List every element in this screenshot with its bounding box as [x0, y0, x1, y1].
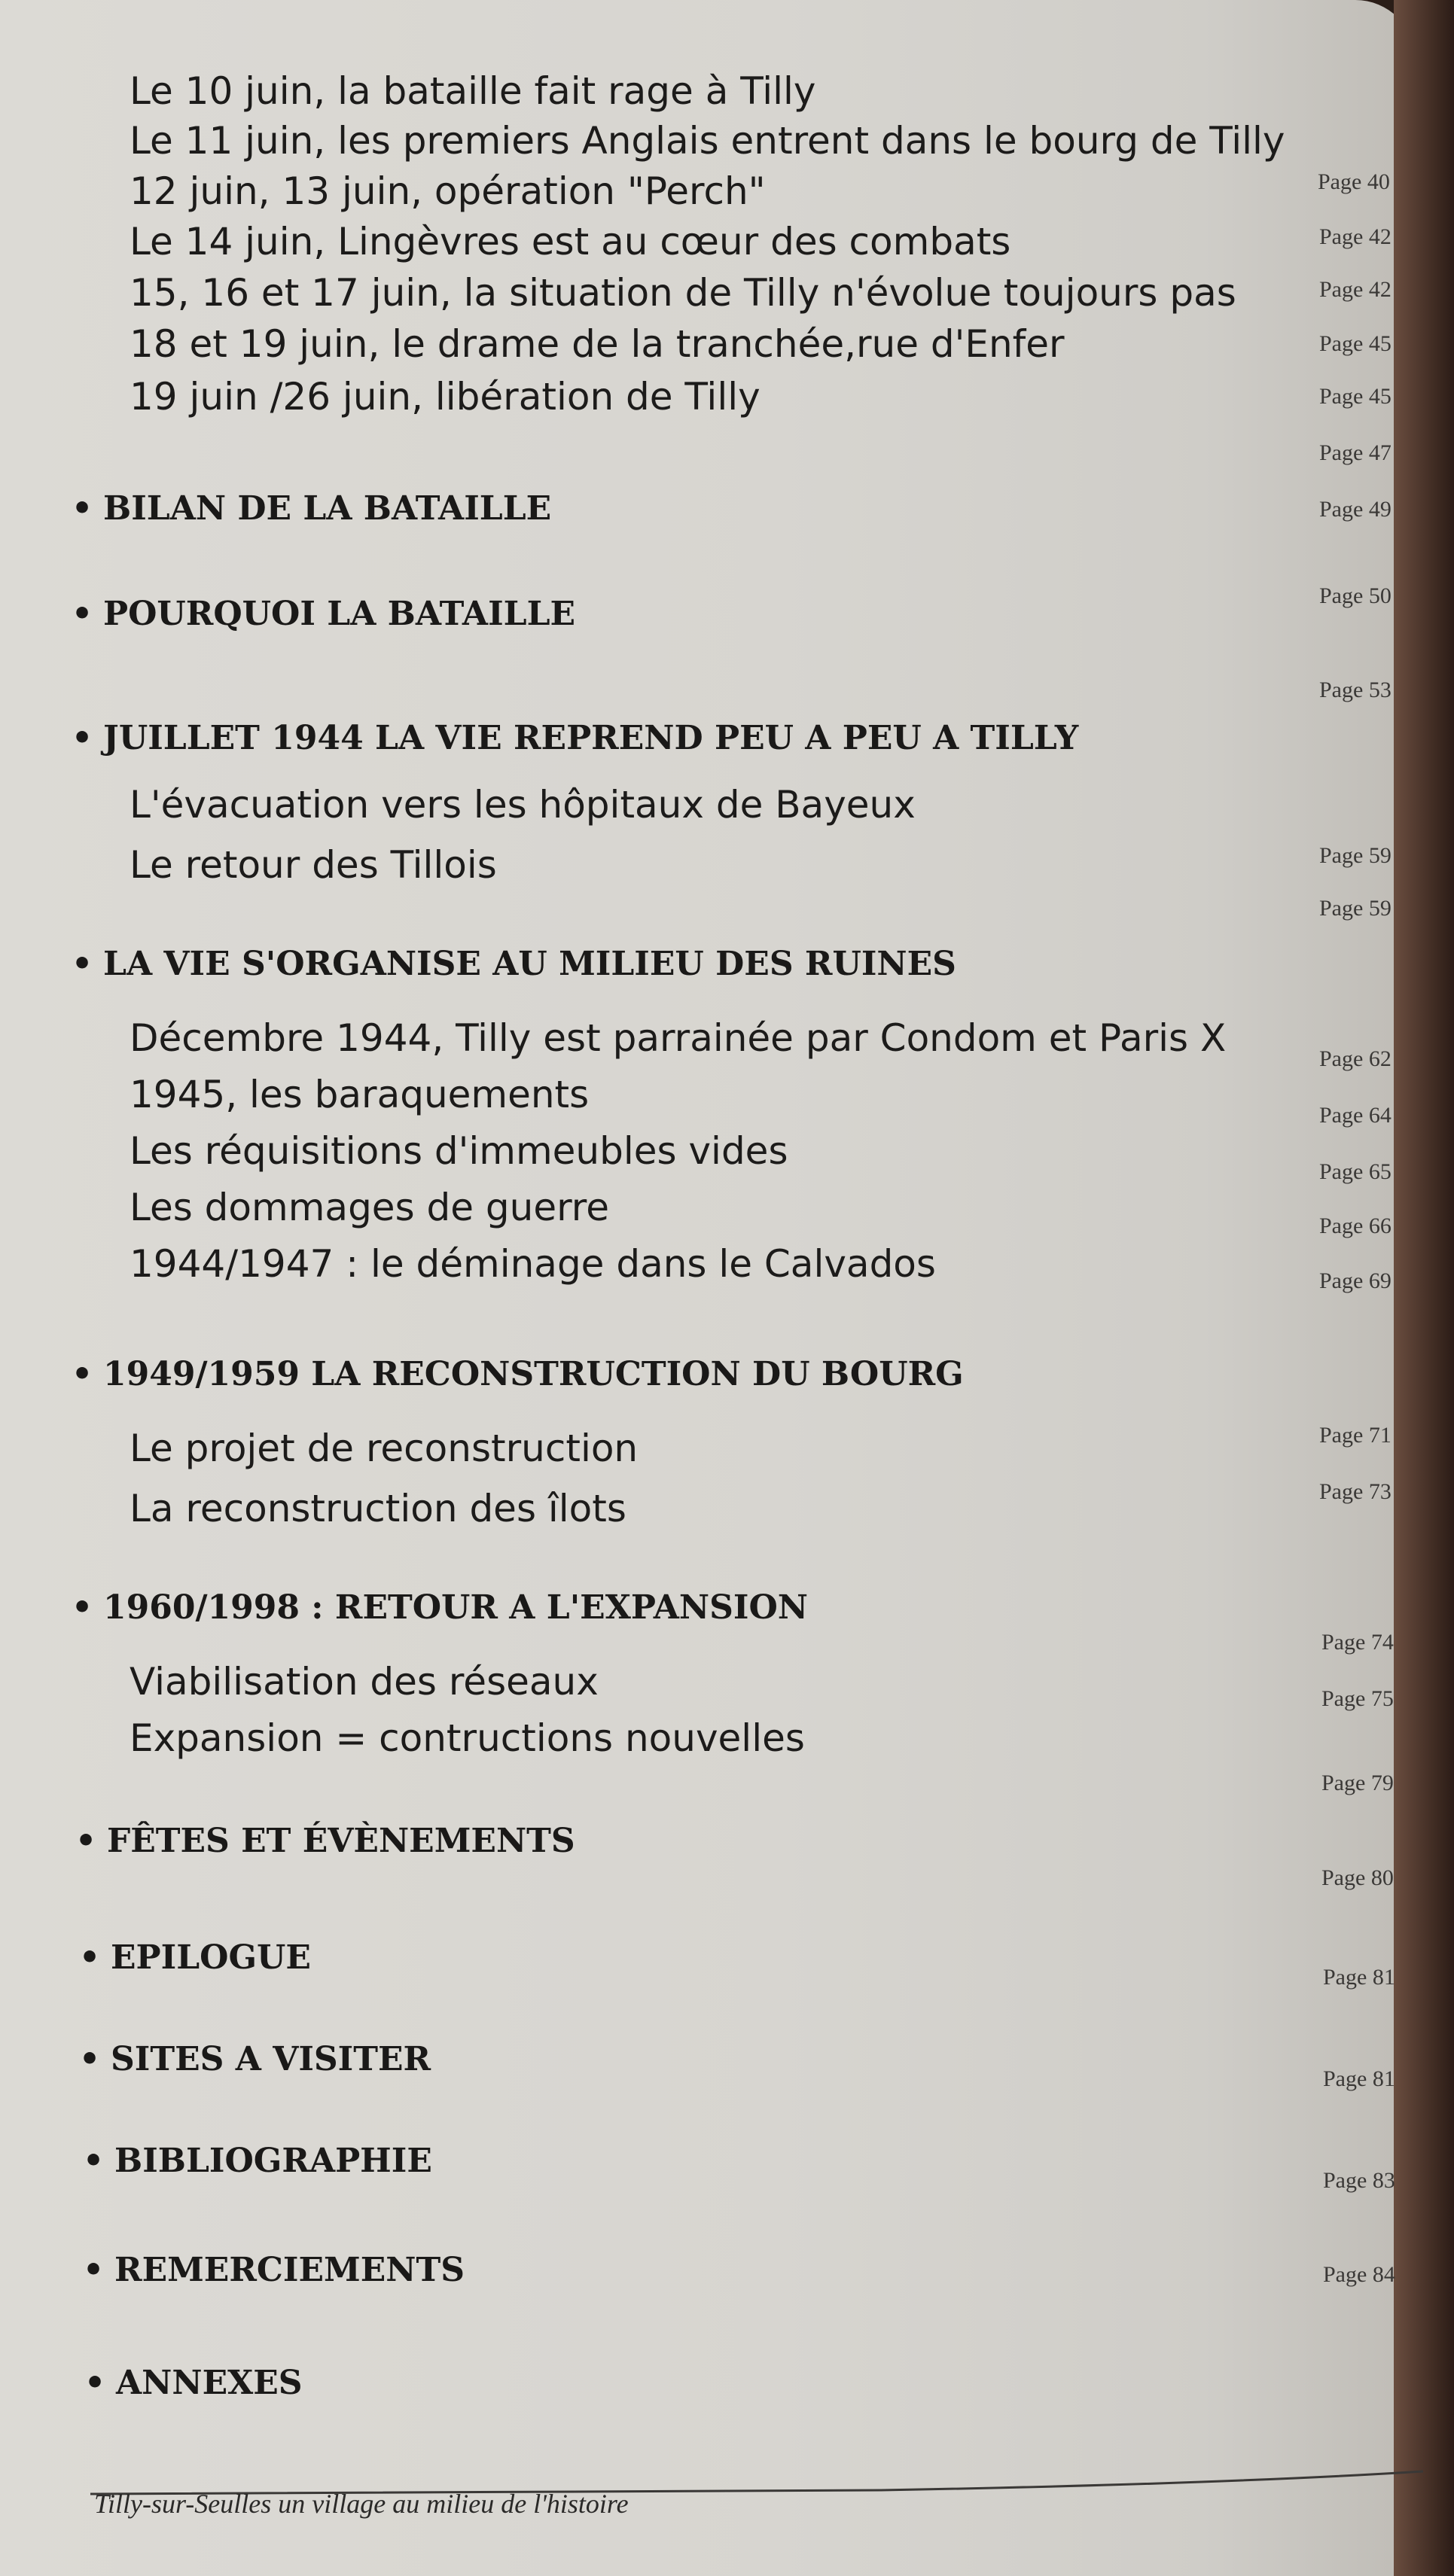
toc-section [83, 2142, 432, 2180]
page-number: Page 74 [1321, 1630, 1394, 1655]
section-title: LA VIE S'ORGANISE AU MILIEU DES RUINES [103, 945, 956, 983]
bullet: • [79, 2040, 101, 2078]
section-title: 1949/1959 LA RECONSTRUCTION DU BOURG [103, 1355, 964, 1393]
page-number: Page 80 [1321, 1865, 1394, 1890]
bullet: • [72, 945, 93, 983]
toc-subitem: Le 11 juin, les premiers Anglais entrent dans le bourg de Tilly [130, 119, 1285, 163]
page-number: Page 59 [1319, 843, 1392, 868]
bullet: • [72, 1355, 93, 1393]
toc-subitem: Les dommages de guerre [130, 1186, 609, 1229]
book-edge [1394, 0, 1454, 2576]
page-number: Page 45 [1319, 331, 1392, 356]
toc-subitem: Les réquisitions d'immeubles vides [130, 1129, 788, 1173]
bullet: • [83, 2251, 105, 2289]
section-title: JUILLET 1944 LA VIE REPREND PEU A PEU A TILLY [103, 719, 1079, 757]
bullet: • [79, 1938, 101, 1977]
toc-section [72, 595, 575, 633]
toc-subitem: Le projet de reconstruction [130, 1427, 639, 1470]
toc-section [72, 945, 956, 983]
page-number: Page 66 [1319, 1213, 1392, 1238]
page-number: Page 81 [1323, 1965, 1395, 1990]
bullet: • [72, 489, 93, 528]
page-number: Page 49 [1319, 497, 1392, 522]
page-number: Page 64 [1319, 1103, 1392, 1128]
page-number: Page 65 [1319, 1159, 1392, 1184]
section-title: REMERCIEMENTS [114, 2251, 465, 2289]
page-number: Page 59 [1319, 896, 1392, 921]
section-title: 1960/1998 : RETOUR A L'EXPANSION [103, 1588, 808, 1627]
bullet: • [83, 2142, 105, 2180]
page-number: Page 50 [1319, 583, 1392, 608]
bullet: • [72, 595, 93, 633]
toc-subitem: L'évacuation vers les hôpitaux de Bayeux [130, 783, 916, 827]
bullet: • [75, 1822, 97, 1860]
toc-section [75, 1822, 575, 1860]
bullet: • [84, 2364, 106, 2402]
page-number: Page 62 [1319, 1046, 1392, 1071]
section-title: BIBLIOGRAPHIE [114, 2142, 432, 2180]
toc-subitem: Le 10 juin, la bataille fait rage à Tilly [130, 69, 816, 113]
toc-section [83, 2251, 465, 2289]
page-number: Page 81 [1323, 2066, 1395, 2091]
toc-subitem: 1945, les baraquements [130, 1073, 590, 1116]
section-title: POURQUOI LA BATAILLE [103, 595, 576, 633]
page-number: Page 79 [1321, 1771, 1394, 1795]
toc-subitem: Viabilisation des réseaux [130, 1660, 599, 1704]
page-number: Page 53 [1319, 677, 1392, 702]
toc-section [72, 1355, 964, 1393]
toc-subitem: Expansion = contructions nouvelles [130, 1716, 805, 1760]
toc-subitem: 1944/1947 : le déminage dans le Calvados [130, 1242, 936, 1286]
page-number: Page 45 [1319, 384, 1392, 409]
page-number: Page 84 [1323, 2262, 1395, 2287]
page-number: Page 75 [1321, 1686, 1394, 1711]
page-number: Page 47 [1319, 440, 1392, 465]
toc-section [72, 489, 551, 528]
bullet: • [72, 719, 93, 757]
page-number: Page 83 [1323, 2168, 1395, 2193]
toc-section [72, 719, 1078, 757]
page-number: Page 42 [1319, 224, 1392, 249]
bullet: • [72, 1588, 93, 1627]
toc-section [84, 2364, 303, 2402]
toc-section [79, 1938, 311, 1977]
toc-section [72, 1588, 808, 1627]
toc-subitem: 15, 16 et 17 juin, la situation de Tilly n'évolue toujours pas [130, 271, 1236, 315]
toc-subitem: 19 juin /26 juin, libération de Tilly [130, 375, 761, 419]
toc-subitem: Le retour des Tillois [130, 843, 497, 887]
toc-subitem: Décembre 1944, Tilly est parrainée par Condom et Paris X [130, 1016, 1227, 1060]
section-title: EPILOGUE [111, 1938, 311, 1977]
page-number: Page 71 [1319, 1423, 1392, 1448]
toc-section [79, 2040, 431, 2078]
toc-subitem: 18 et 19 juin, le drame de la tranchée,rue d'Enfer [130, 322, 1065, 366]
section-title: ANNEXES [116, 2364, 303, 2402]
page-number: Page 40 [1318, 169, 1390, 194]
section-title: SITES A VISITER [111, 2040, 431, 2078]
toc-subitem: La reconstruction des îlots [130, 1487, 626, 1530]
page-number: Page 73 [1319, 1479, 1392, 1504]
page-number: Page 42 [1319, 277, 1392, 302]
footer-title: Tilly-sur-Seulles un village au milieu de l'histoire [94, 2489, 629, 2519]
section-title: FÊTES ET ÉVÈNEMENTS [107, 1822, 575, 1860]
page-number: Page 69 [1319, 1268, 1392, 1293]
section-title: BILAN DE LA BATAILLE [103, 489, 552, 528]
toc-subitem: Le 14 juin, Lingèvres est au cœur des combats [130, 220, 1011, 263]
toc-subitem: 12 juin, 13 juin, opération "Perch" [130, 169, 766, 213]
